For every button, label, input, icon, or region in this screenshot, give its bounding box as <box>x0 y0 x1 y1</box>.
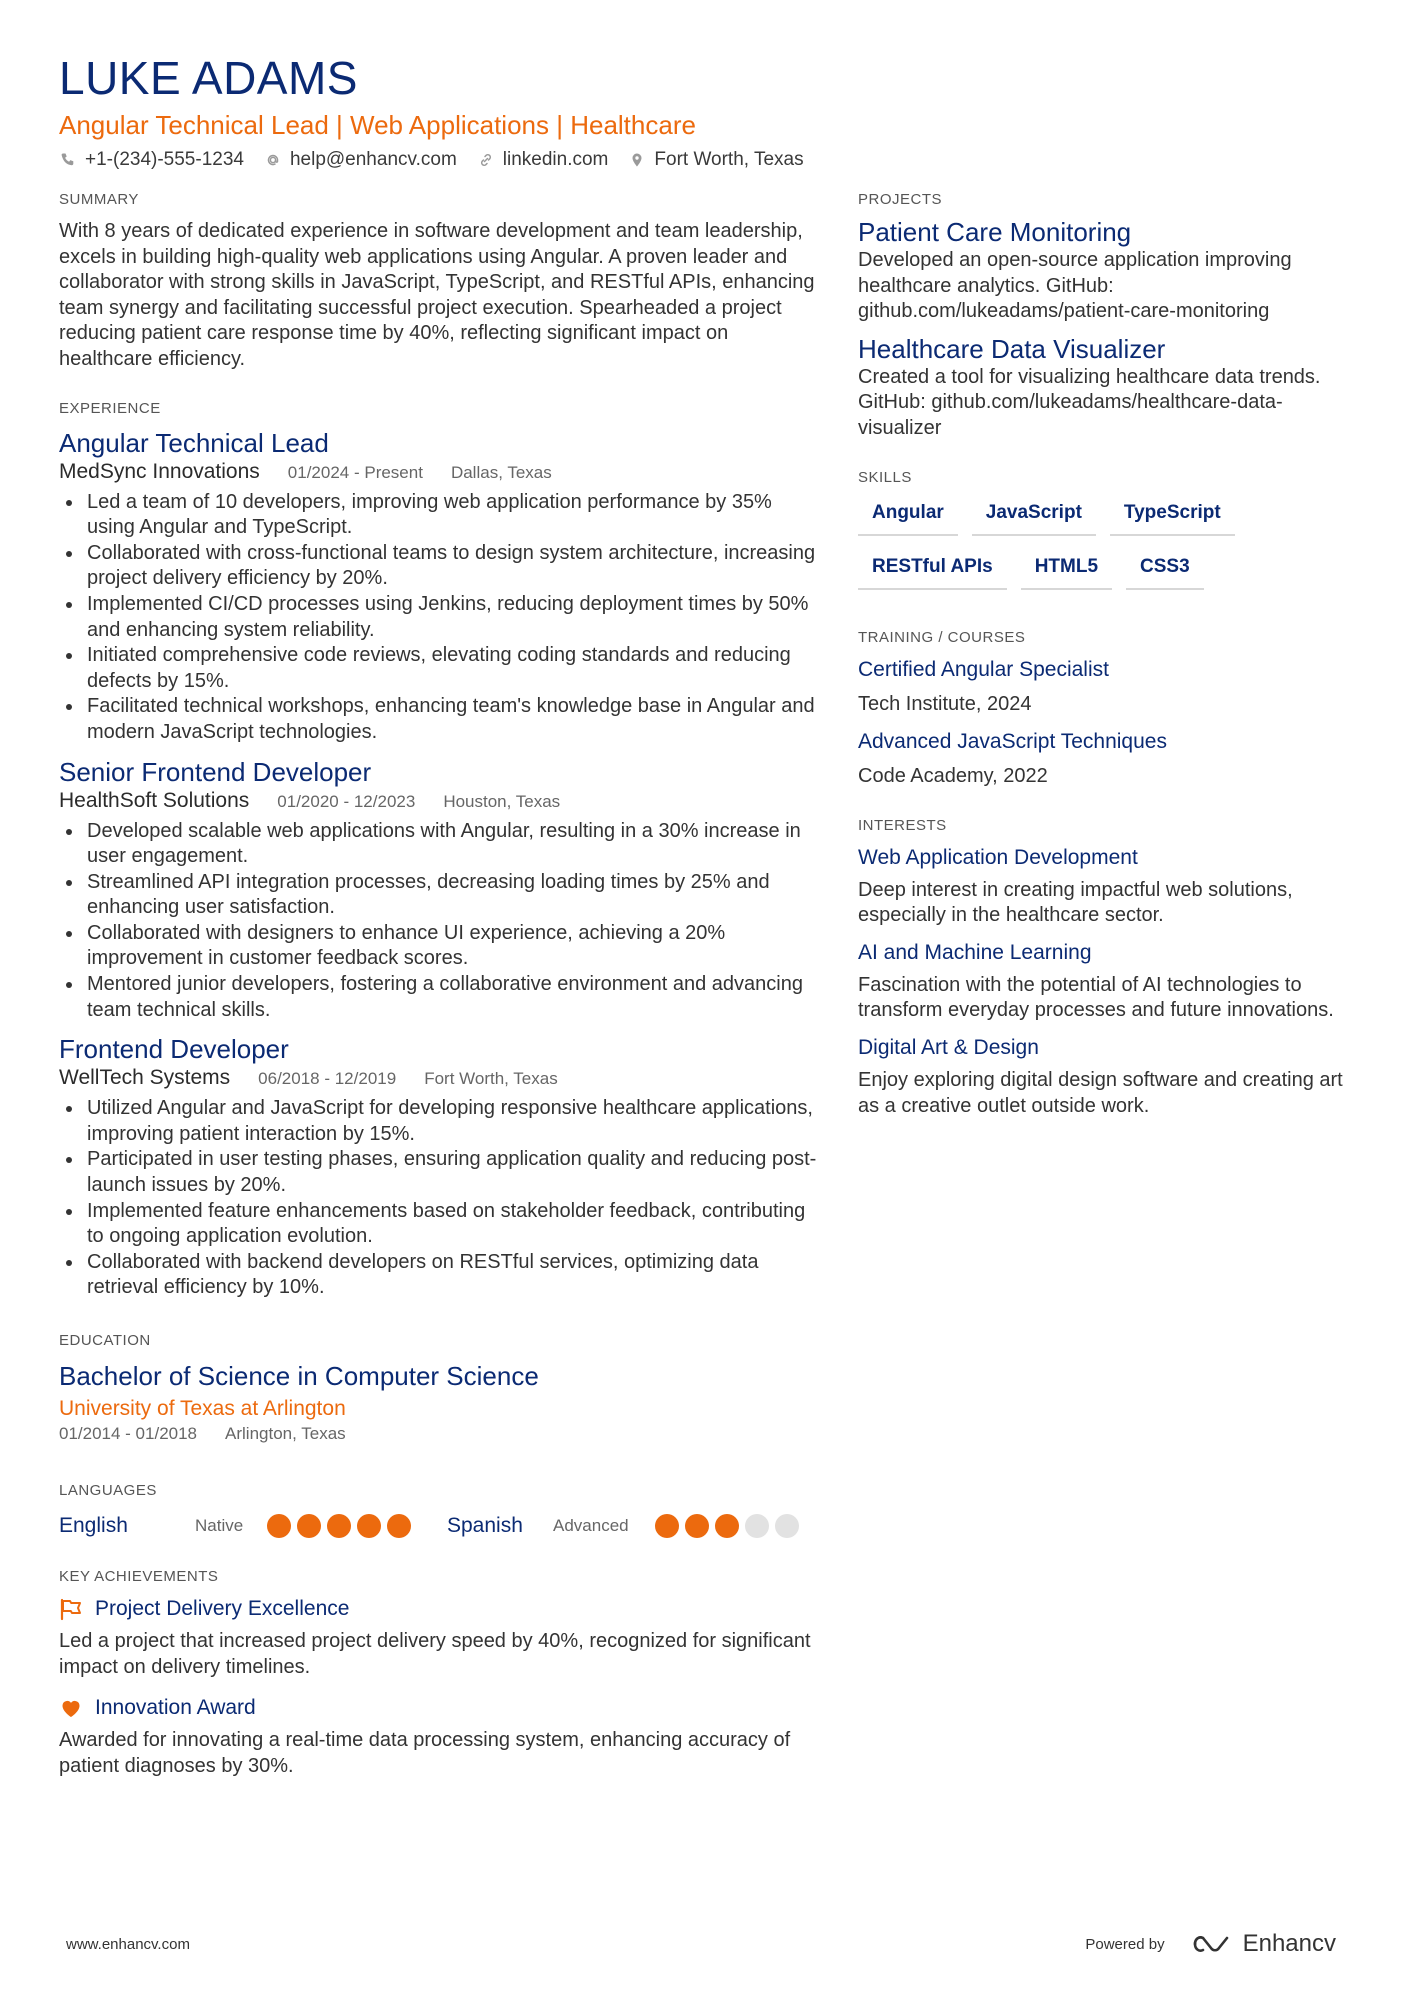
resume-header <box>59 50 1359 174</box>
project-text: Developed an open-source application improving healthcare analytics. GitHub: github.com/lukeadams/patient-care-monitoring <box>858 249 1292 323</box>
job-entry <box>59 1033 819 1301</box>
education-location: Arlington, Texas <box>225 1424 346 1443</box>
skill-tag: Angular <box>858 500 958 536</box>
language-name: English <box>59 1514 128 1537</box>
skill-tag: CSS3 <box>1126 554 1204 590</box>
rating-dot-filled <box>327 1514 351 1538</box>
interest-text: Fascination with the potential of AI technologies to transform everyday processes and future innovations. <box>858 973 1334 1022</box>
job-company: WellTech Systems <box>59 1066 231 1090</box>
skills-list <box>858 500 1358 590</box>
achievement-title: Innovation Award <box>95 1696 256 1720</box>
job-dates: 01/2024 - Present <box>287 462 423 482</box>
experience-section <box>59 399 819 1301</box>
flag-icon <box>59 1597 83 1621</box>
contact-location-text: Fort Worth, Texas <box>654 149 804 170</box>
job-bullet: Developed scalable web applications with Angular, resulting in a 30% increase in user engagement. <box>59 819 819 870</box>
projects-section <box>858 190 1358 442</box>
enhancv-logo-icon <box>1191 1932 1235 1956</box>
powered-by-label: Powered by <box>1085 1935 1165 1953</box>
job-meta <box>59 1065 819 1092</box>
interest-title: Web Application Development <box>858 845 1138 869</box>
job-meta <box>59 788 819 815</box>
brand-name: Enhancv <box>1242 1930 1336 1957</box>
achievement-item <box>59 1694 819 1779</box>
project-title: Patient Care Monitoring <box>858 217 1132 247</box>
rating-dot-filled <box>267 1514 291 1538</box>
education-degree: Bachelor of Science in Computer Science <box>59 1361 539 1391</box>
job-bullet: Collaborated with cross-functional teams to design system architecture, increasing project delivery efficiency by 20%. <box>59 541 819 592</box>
summary-section <box>59 190 819 373</box>
headline: Angular Technical Lead | Web Applications | Healthcare <box>59 110 696 140</box>
job-location: Houston, Texas <box>443 791 561 811</box>
job-bullet: Collaborated with designers to enhance UI experience, achieving a 20% improvement in customer feedback scores. <box>59 921 819 972</box>
skill-tag: HTML5 <box>1021 554 1112 590</box>
section-title-projects: PROJECTS <box>858 191 943 208</box>
skills-section <box>858 468 1358 590</box>
course-item <box>858 728 1358 790</box>
interest-item <box>858 1034 1358 1119</box>
contact-phone[interactable] <box>59 146 244 174</box>
job-bullet: Utilized Angular and JavaScript for developing responsive healthcare applications, improving patient interaction by 15%. <box>59 1096 819 1147</box>
language-name: Spanish <box>447 1514 523 1537</box>
candidate-name: LUKE ADAMS <box>59 52 358 104</box>
rating-dot-filled <box>297 1514 321 1538</box>
skill-tag: RESTful APIs <box>858 554 1007 590</box>
left-column <box>59 190 819 1779</box>
section-title-languages: LANGUAGES <box>59 1482 157 1499</box>
job-bullet: Participated in user testing phases, ensuring application quality and reducing post-launch issues by 20%. <box>59 1147 819 1198</box>
job-title: Angular Technical Lead <box>59 427 329 458</box>
link-icon <box>477 151 495 169</box>
education-school: University of Texas at Arlington <box>59 1397 346 1420</box>
job-bullet: Implemented CI/CD processes using Jenkins, reducing deployment times by 50% and enhancing system reliability. <box>59 592 819 643</box>
course-title: Certified Angular Specialist <box>858 657 1109 681</box>
powered-by <box>1085 1930 1336 1958</box>
section-title-skills: SKILLS <box>858 468 912 486</box>
section-title-experience: EXPERIENCE <box>59 399 161 417</box>
job-location: Dallas, Texas <box>450 462 552 482</box>
rating-dot-filled <box>357 1514 381 1538</box>
achievement-head <box>59 1595 819 1623</box>
job-entry <box>59 756 819 1024</box>
course-item <box>858 656 1358 718</box>
enhancv-logo[interactable] <box>1191 1930 1336 1958</box>
rating-dot-filled <box>387 1514 411 1538</box>
section-title-education: EDUCATION <box>59 1332 151 1349</box>
achievement-item <box>59 1595 819 1680</box>
job-title: Frontend Developer <box>59 1034 289 1065</box>
job-bullet: Initiated comprehensive code reviews, elevating coding standards and reducing defects by 15%. <box>59 643 819 694</box>
language-rating-dots <box>267 1514 411 1538</box>
project-title: Healthcare Data Visualizer <box>858 333 1166 364</box>
rating-dot-filled <box>655 1514 679 1538</box>
job-bullets <box>59 1096 819 1301</box>
summary-text: With 8 years of dedicated experience in software development and team leadership, excels in building high-quality web applications using Angular. A proven leader and collaborator with strong skills in JavaScript, TypeScript, and RESTful APIs, enhancing team synergy and facilitating successful project execution. Spearheaded a project reducing patient care response time by 40%, reflecting significant impact on healthcare efficiency. <box>59 220 815 370</box>
section-title-training: TRAINING / COURSES <box>858 628 1026 646</box>
job-bullet: Mentored junior developers, fostering a collaborative environment and advancing team technical skills. <box>59 972 819 1023</box>
job-dates: 01/2020 - 12/2023 <box>277 791 416 811</box>
job-bullets <box>59 819 819 1024</box>
contact-location <box>628 146 803 174</box>
interest-item <box>858 844 1358 929</box>
contact-bar <box>59 146 1359 174</box>
achievement-head <box>59 1694 819 1722</box>
job-bullet: Facilitated technical workshops, enhancing team's knowledge base in Angular and modern JavaScript technologies. <box>59 694 819 745</box>
contact-linkedin-text: linkedin.com <box>502 149 609 170</box>
location-pin-icon <box>628 151 646 169</box>
job-location: Fort Worth, Texas <box>424 1069 558 1089</box>
languages-section <box>59 1481 819 1541</box>
section-title-summary: SUMMARY <box>59 191 139 208</box>
achievements-section <box>59 1567 819 1779</box>
job-meta <box>59 459 819 486</box>
phone-icon <box>59 151 77 169</box>
heart-icon <box>59 1696 83 1720</box>
job-bullets <box>59 490 819 746</box>
section-title-interests: INTERESTS <box>858 816 947 834</box>
right-column <box>858 190 1358 1119</box>
project-item <box>858 216 1358 325</box>
interests-section <box>858 816 1358 1120</box>
job-dates: 06/2018 - 12/2019 <box>258 1069 397 1089</box>
interest-text: Enjoy exploring digital design software and creating art as a creative outlet outside work. <box>858 1068 1343 1117</box>
education-section <box>59 1331 819 1445</box>
project-item <box>858 333 1358 442</box>
course-provider: Code Academy, 2022 <box>858 764 1048 787</box>
page-footer <box>66 1930 1336 1958</box>
rating-dot-empty <box>745 1514 769 1538</box>
contact-phone-text: +1-(234)-555-1234 <box>85 149 244 170</box>
language-rating-dots <box>655 1514 799 1538</box>
course-provider: Tech Institute, 2024 <box>858 692 1032 715</box>
interest-title: Digital Art & Design <box>858 1035 1039 1059</box>
rating-dot-filled <box>685 1514 709 1538</box>
rating-dot-filled <box>715 1514 739 1538</box>
section-title-achievements: KEY ACHIEVEMENTS <box>59 1568 219 1585</box>
footer-url[interactable]: www.enhancv.com <box>66 1935 190 1953</box>
job-bullet: Collaborated with backend developers on RESTful services, optimizing data retrieval efficiency by 10%. <box>59 1250 819 1301</box>
at-icon <box>264 151 282 169</box>
achievement-text: Awarded for innovating a real-time data processing system, enhancing accuracy of patient diagnoses by 30%. <box>59 1729 791 1777</box>
job-company: HealthSoft Solutions <box>59 788 250 812</box>
job-bullet: Led a team of 10 developers, improving web application performance by 35% using Angular and TypeScript. <box>59 490 819 541</box>
job-company: MedSync Innovations <box>59 459 260 483</box>
job-bullet: Streamlined API integration processes, decreasing loading times by 25% and enhancing user satisfaction. <box>59 870 819 921</box>
education-meta <box>59 1423 819 1445</box>
contact-linkedin[interactable] <box>477 146 609 174</box>
course-title: Advanced JavaScript Techniques <box>858 729 1167 753</box>
languages-row <box>59 1511 819 1541</box>
skill-tag: TypeScript <box>1110 500 1235 536</box>
skill-tag: JavaScript <box>972 500 1096 536</box>
interest-title: AI and Machine Learning <box>858 940 1092 964</box>
education-dates: 01/2014 - 01/2018 <box>59 1424 198 1443</box>
language-level: Native <box>195 1516 244 1535</box>
rating-dot-empty <box>775 1514 799 1538</box>
training-section <box>858 628 1358 790</box>
job-entry <box>59 427 819 746</box>
job-title: Senior Frontend Developer <box>59 756 372 787</box>
achievement-text: Led a project that increased project delivery speed by 40%, recognized for significant impact on delivery timelines. <box>59 1630 811 1678</box>
contact-email-text: help@enhancv.com <box>289 149 457 170</box>
achievement-title: Project Delivery Excellence <box>95 1597 350 1620</box>
project-text: Created a tool for visualizing healthcare data trends. GitHub: github.com/lukeadams/healthcare-data-visualizer <box>858 365 1321 439</box>
interest-item <box>858 939 1358 1024</box>
language-level: Advanced <box>553 1516 629 1535</box>
interest-text: Deep interest in creating impactful web solutions, especially in the healthcare sector. <box>858 878 1293 927</box>
job-bullet: Implemented feature enhancements based on stakeholder feedback, contributing to ongoing application evolution. <box>59 1199 819 1250</box>
contact-email[interactable] <box>264 146 457 174</box>
